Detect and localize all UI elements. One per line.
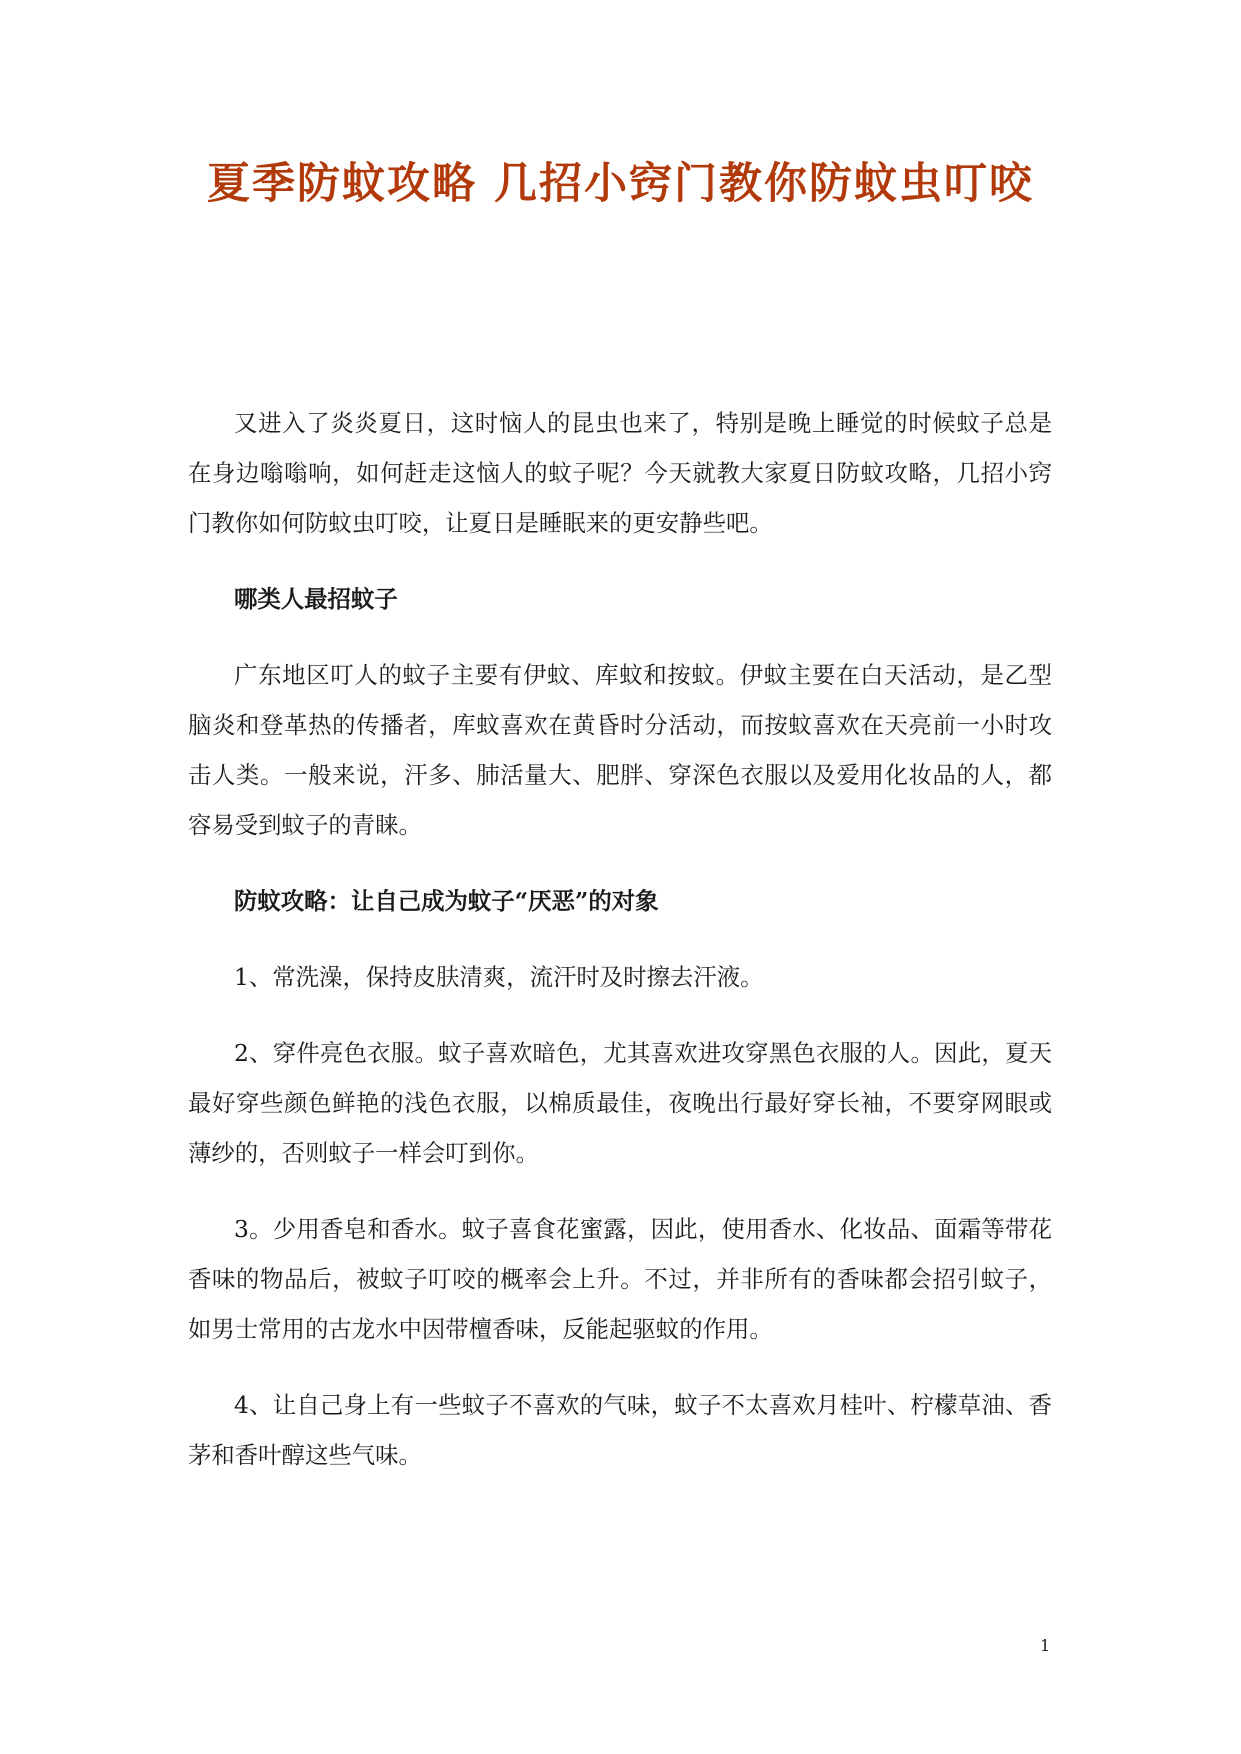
section-heading-prevention: 防蚊攻略：让自己成为蚊子“厌恶”的对象 xyxy=(234,887,659,915)
document-body xyxy=(188,398,1052,1506)
section-paragraph-mosquito-types: 广东地区叮人的蚊子主要有伊蚊、库蚊和按蚊。伊蚊主要在白天活动，是乙型脑炎和登革热的传播者，库蚊喜欢在黄昏时分活动，而按蚊喜欢在天亮前一小时攻击人类。一般来说，汗多、肺活量大、肥胖、穿深色衣服以及爱用化妆品的人，都容易受到蚊子的青睐。 xyxy=(188,661,1052,839)
page-number: 1 xyxy=(1040,1636,1051,1655)
tip-item: 2、穿件亮色衣服。蚊子喜欢暗色，尤其喜欢进攻穿黑色衣服的人。因此，夏天最好穿些颜色鲜艳的浅色衣服，以棉质最佳，夜晚出行最好穿长袖，不要穿网眼或薄纱的，否则蚊子一样会叮到你。 xyxy=(188,1039,1052,1167)
tip-item: 4、让自己身上有一些蚊子不喜欢的气味，蚊子不太喜欢月桂叶、柠檬草油、香茅和香叶醇这些气味。 xyxy=(188,1391,1052,1469)
document-title: 夏季防蚊攻略 几招小窍门教你防蚊虫叮咬 xyxy=(207,159,1034,209)
tip-item: 3。少用香皂和香水。蚊子喜食花蜜露，因此，使用香水、化妆品、面霜等带花香味的物品后，被蚊子叮咬的概率会上升。不过，并非所有的香味都会招引蚊子，如男士常用的古龙水中因带檀香味，反能起驱蚊的作用。 xyxy=(188,1215,1052,1343)
intro-paragraph: 又进入了炎炎夏日，这时恼人的昆虫也来了，特别是晚上睡觉的时候蚊子总是在身边嗡嗡响，如何赶走这恼人的蚊子呢？今天就教大家夏日防蚊攻略，几招小窍门教你如何防蚊虫叮咬，让夏日是睡眠来的更安静些吧。 xyxy=(188,409,1052,537)
tip-item: 1、常洗澡，保持皮肤清爽，流汗时及时擦去汗液。 xyxy=(234,963,764,991)
section-heading-who-attracts: 哪类人最招蚊子 xyxy=(234,585,398,613)
